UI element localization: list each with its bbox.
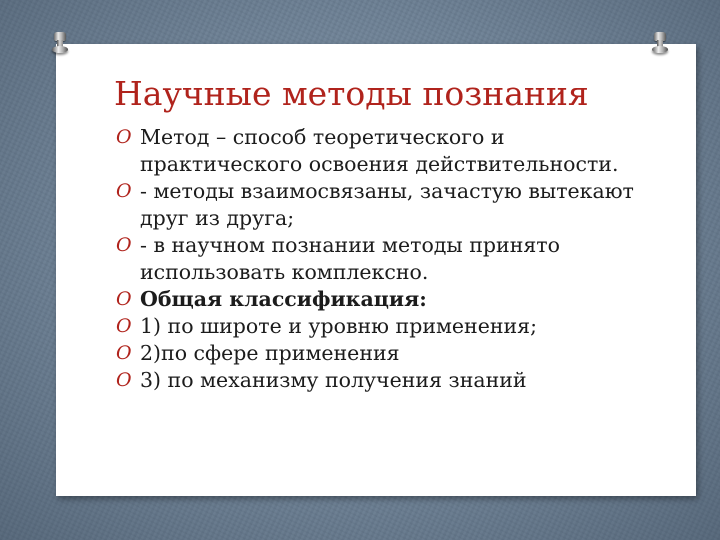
bullet-item xyxy=(116,367,656,394)
bullet-item xyxy=(116,313,656,340)
slide-title: Научные методы познания xyxy=(114,74,589,113)
bullet-marker-icon: O xyxy=(116,180,132,202)
bullet-text: Метод – способ теоретического и практического освоения действительности. xyxy=(140,125,619,176)
bullet-marker-icon: O xyxy=(116,342,132,364)
bullet-marker-icon: O xyxy=(116,369,132,391)
bullet-text: 1) по широте и уровню применения; xyxy=(140,314,538,338)
bullet-marker-icon: O xyxy=(116,126,132,148)
bullet-text: Общая классификация: xyxy=(140,287,427,311)
bullet-item-heading xyxy=(116,286,656,313)
bullet-item xyxy=(116,124,656,178)
bullet-item xyxy=(116,178,656,232)
bullet-marker-icon: O xyxy=(116,288,132,310)
bullet-list xyxy=(116,124,656,394)
bullet-item xyxy=(116,232,656,286)
bullet-item xyxy=(116,340,656,367)
bullet-text: - в научном познании методы принято использовать комплексно. xyxy=(140,233,560,284)
bullet-marker-icon: O xyxy=(116,315,132,337)
bullet-text: 3) по механизму получения знаний xyxy=(140,368,527,392)
bullet-marker-icon: O xyxy=(116,234,132,256)
push-pin-icon xyxy=(652,32,668,54)
bullet-text: 2)по сфере применения xyxy=(140,341,400,365)
bullet-text: - методы взаимосвязаны, зачастую вытекают друг из друга; xyxy=(140,179,634,230)
push-pin-icon xyxy=(52,32,68,54)
